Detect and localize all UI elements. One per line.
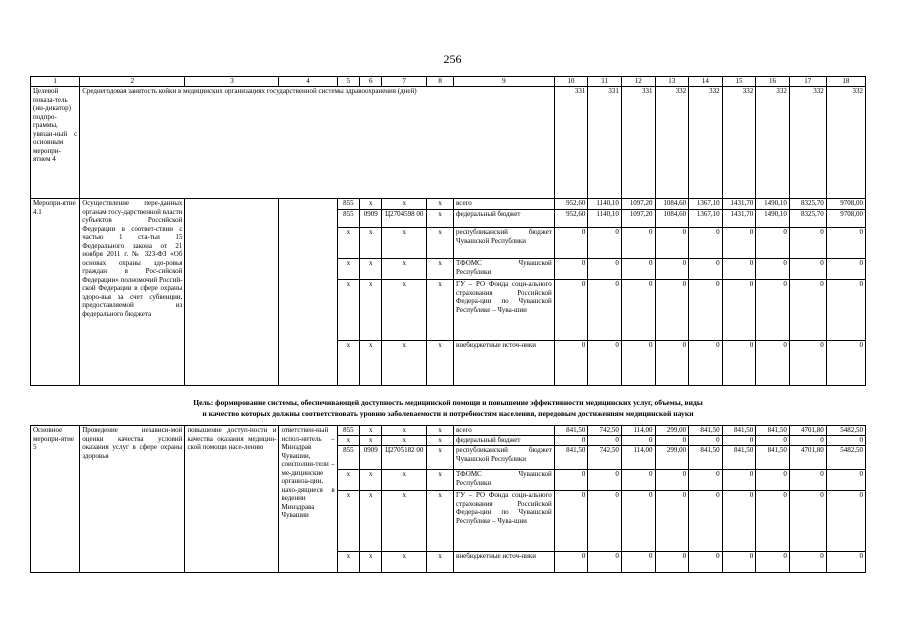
funding-source: ТФОМС Чувашской Республики: [454, 259, 555, 280]
funding-value: 0: [689, 470, 723, 491]
funding-value: 114,00: [621, 446, 655, 470]
funding-value: 0: [722, 259, 756, 280]
funding-value: 841,50: [554, 426, 588, 436]
funding-row: [31, 426, 866, 436]
section-code: х: [360, 228, 382, 259]
goal-line-1: Цель: формирование системы, обеспечивающей доступность медицинской помощи и повышение эффективности медицинских услуг, объемы, виды: [193, 398, 703, 407]
funding-value: 0: [621, 436, 655, 446]
funding-value: 0: [621, 228, 655, 259]
funding-value: 0: [789, 341, 826, 386]
funding-value: 0: [655, 436, 689, 446]
expense-type-code: х: [427, 210, 454, 228]
funding-source: федеральный бюджет: [454, 210, 555, 228]
section-code: 0909: [360, 210, 382, 228]
goal-heading: [30, 397, 866, 419]
funding-value: 0: [588, 470, 622, 491]
funding-value: 0: [588, 491, 622, 552]
indicator-value: 331: [621, 87, 655, 199]
funding-value: 0: [655, 491, 689, 552]
target-article-code: х: [382, 259, 427, 280]
funding-value: 0: [722, 280, 756, 341]
funding-value: 0: [756, 228, 790, 259]
funding-value: 0: [554, 259, 588, 280]
funding-value: 0: [588, 341, 622, 386]
funding-value: 841,50: [722, 446, 756, 470]
funding-value: 1084,60: [655, 199, 689, 210]
indicator-label: Целевой показа-тель (ин-дикатор) подпро-граммы, увязан-ный с основным меропри-ятием 4: [31, 87, 80, 199]
rzpr-code: х: [337, 280, 359, 341]
column-number: 2: [80, 77, 185, 87]
funding-value: 0: [826, 436, 865, 446]
funding-value: 0: [554, 470, 588, 491]
funding-value: 0: [621, 470, 655, 491]
funding-value: 841,50: [756, 446, 790, 470]
funding-value: 0: [756, 552, 790, 573]
main-activity-executor: ответствен-ный испол-нитель – Минздрав Чувашии, соисполни-тели – ме-дицинские организа-ции, нахо-дящиеся в ведении Минздрава Чувашии: [279, 426, 337, 573]
funding-value: 0: [689, 280, 723, 341]
expense-type-code: х: [427, 341, 454, 386]
funding-value: 0: [621, 552, 655, 573]
funding-value: 0: [554, 228, 588, 259]
expense-type-code: х: [427, 280, 454, 341]
target-article-code: х: [382, 341, 427, 386]
funding-value: 841,50: [554, 446, 588, 470]
main-activity-table: [30, 425, 866, 573]
expense-type-code: х: [427, 470, 454, 491]
funding-value: 0: [826, 228, 865, 259]
funding-value: 0: [554, 436, 588, 446]
column-number: 7: [382, 77, 427, 87]
column-number-row: [31, 77, 866, 87]
funding-value: 9708,00: [826, 210, 865, 228]
column-number: 1: [31, 77, 80, 87]
rzpr-code: х: [337, 552, 359, 573]
rzpr-code: 855: [337, 199, 359, 210]
funding-value: 952,60: [554, 199, 588, 210]
indicator-value: 331: [588, 87, 622, 199]
funding-source: ГУ – РО Фонда соци-ального страхования Российской Федера-ции по Чувашской Республике – Чува-шии: [454, 280, 555, 341]
column-number: 11: [588, 77, 622, 87]
funding-value: 0: [789, 491, 826, 552]
section-code: х: [360, 552, 382, 573]
section-code: 0909: [360, 446, 382, 470]
indicator-value: 331: [554, 87, 588, 199]
target-article-code: х: [382, 552, 427, 573]
target-article-code: х: [382, 228, 427, 259]
funding-value: 8325,70: [789, 199, 826, 210]
section-code: х: [360, 426, 382, 436]
funding-value: 0: [722, 341, 756, 386]
section-code: х: [360, 341, 382, 386]
funding-source: внебюджетные источ-ники: [454, 552, 555, 573]
funding-value: 0: [621, 491, 655, 552]
funding-value: 0: [789, 280, 826, 341]
expense-type-code: х: [427, 426, 454, 436]
funding-value: 0: [689, 436, 723, 446]
funding-value: 0: [655, 341, 689, 386]
funding-value: 0: [826, 470, 865, 491]
funding-value: 0: [621, 280, 655, 341]
funding-value: 5482,50: [826, 446, 865, 470]
funding-value: 1084,60: [655, 210, 689, 228]
funding-value: 0: [826, 280, 865, 341]
column-number: 12: [621, 77, 655, 87]
funding-value: 0: [588, 552, 622, 573]
expense-type-code: х: [427, 199, 454, 210]
funding-value: 0: [722, 228, 756, 259]
funding-value: 8325,70: [789, 210, 826, 228]
section-code: х: [360, 199, 382, 210]
main-activity-5: [31, 426, 866, 573]
funding-value: 0: [722, 491, 756, 552]
section-code: х: [360, 436, 382, 446]
section-code: х: [360, 491, 382, 552]
column-number: 13: [655, 77, 689, 87]
section-code: х: [360, 280, 382, 341]
expense-type-code: х: [427, 446, 454, 470]
goal-line-2: и качество которых должны соответствовать уровню заболеваемости и потребностям населения, передовым достижениям медицинской науки: [202, 409, 694, 418]
activity-description: Осуществление пере-данных органам госу-дарственной власти субъектов Российской Федерации в соответ-ствии с частью 1 ста-тьи 15 Федерального закона от 21 ноября 2011 г. № 323-ФЗ «Об основах охраны здо-ровья граждан в Рос-сийской Федерации» полномочий Россий-ской Федерации в сфере охраны здоро-вья за счет субвенции, предоставляемой из федерального бюджета: [80, 199, 185, 386]
column-number: 10: [554, 77, 588, 87]
indicator-name: Среднегодовая занятость койки в медицинских организациях государственной системы здравоохранения (дней): [80, 87, 555, 199]
activity-result: [185, 199, 279, 386]
target-article-code: Ц2705182 00: [382, 446, 427, 470]
funding-value: 841,50: [689, 446, 723, 470]
rzpr-code: х: [337, 259, 359, 280]
funding-value: 0: [826, 491, 865, 552]
funding-value: 0: [722, 436, 756, 446]
funding-value: 0: [588, 436, 622, 446]
column-number: 5: [337, 77, 359, 87]
funding-value: 841,50: [722, 426, 756, 436]
activity-executor: [279, 199, 337, 386]
section-code: х: [360, 470, 382, 491]
column-number: 6: [360, 77, 382, 87]
funding-value: 0: [554, 552, 588, 573]
indicator-value: 332: [722, 87, 756, 199]
expense-type-code: х: [427, 436, 454, 446]
funding-value: 0: [756, 280, 790, 341]
funding-value: 1097,20: [621, 199, 655, 210]
section-code: х: [360, 259, 382, 280]
funding-value: 1140,10: [588, 199, 622, 210]
column-number: 9: [454, 77, 555, 87]
page-number: 256: [443, 52, 462, 66]
funding-value: 9708,00: [826, 199, 865, 210]
target-article-code: х: [382, 470, 427, 491]
column-number: 3: [185, 77, 279, 87]
funding-value: 1490,10: [756, 210, 790, 228]
funding-value: 841,50: [689, 426, 723, 436]
funding-value: 0: [554, 341, 588, 386]
funding-value: 1097,20: [621, 210, 655, 228]
main-activity-label: Основное меропри-ятие 5: [31, 426, 80, 573]
funding-source: республиканский бюджет Чувашской Республики: [454, 446, 555, 470]
rzpr-code: х: [337, 491, 359, 552]
funding-value: 952,60: [554, 210, 588, 228]
funding-value: 0: [588, 259, 622, 280]
funding-value: 0: [588, 280, 622, 341]
indicator-row: [31, 87, 866, 199]
program-table: [30, 76, 866, 386]
column-number: 14: [689, 77, 723, 87]
funding-source: федеральный бюджет: [454, 436, 555, 446]
funding-source: республиканский бюджет Чувашской Республики: [454, 228, 555, 259]
indicator-value: 332: [756, 87, 790, 199]
funding-value: 4701,80: [789, 446, 826, 470]
funding-source: ГУ – РО Фонда соци-ального страхования Российской Федера-ции по Чувашской Республике – Чува-шии: [454, 491, 555, 552]
funding-value: 0: [621, 259, 655, 280]
funding-source: всего: [454, 199, 555, 210]
funding-value: 841,50: [756, 426, 790, 436]
indicator-value: 332: [789, 87, 826, 199]
funding-value: 0: [789, 259, 826, 280]
funding-value: 0: [756, 491, 790, 552]
activity-4-1: [31, 199, 866, 386]
funding-value: 1490,10: [756, 199, 790, 210]
funding-value: 0: [756, 341, 790, 386]
funding-value: 0: [689, 491, 723, 552]
rzpr-code: х: [337, 341, 359, 386]
expense-type-code: х: [427, 228, 454, 259]
expense-type-code: х: [427, 491, 454, 552]
funding-value: 114,00: [621, 426, 655, 436]
funding-value: 0: [554, 280, 588, 341]
indicator-value: 332: [689, 87, 723, 199]
funding-value: 299,00: [655, 446, 689, 470]
target-article-code: х: [382, 436, 427, 446]
funding-value: 0: [588, 228, 622, 259]
column-number: 4: [279, 77, 337, 87]
funding-value: 4701,80: [789, 426, 826, 436]
funding-value: 0: [655, 280, 689, 341]
funding-value: 0: [789, 552, 826, 573]
column-number: 15: [722, 77, 756, 87]
funding-value: 1367,10: [689, 210, 723, 228]
target-article-code: х: [382, 280, 427, 341]
funding-value: 0: [655, 552, 689, 573]
target-article-code: Ц2704598 00: [382, 210, 427, 228]
funding-value: 0: [826, 259, 865, 280]
funding-value: 0: [722, 552, 756, 573]
main-activity-description: Проведение независи-мой оценки качества условий оказания услуг в сфере охраны здоровья: [80, 426, 185, 573]
target-article-code: х: [382, 491, 427, 552]
column-number: 17: [789, 77, 826, 87]
expense-type-code: х: [427, 552, 454, 573]
funding-value: 0: [756, 259, 790, 280]
funding-value: 0: [826, 552, 865, 573]
column-number: 16: [756, 77, 790, 87]
funding-value: 0: [722, 470, 756, 491]
rzpr-code: 855: [337, 426, 359, 436]
funding-value: 0: [689, 341, 723, 386]
funding-value: 0: [689, 552, 723, 573]
funding-value: 0: [554, 491, 588, 552]
target-article-code: х: [382, 426, 427, 436]
rzpr-code: х: [337, 470, 359, 491]
funding-row: [31, 199, 866, 210]
activity-label: Меропри-ятие 4.1: [31, 199, 80, 386]
funding-value: 299,00: [655, 426, 689, 436]
funding-value: 0: [655, 259, 689, 280]
funding-value: 0: [756, 436, 790, 446]
funding-value: 1431,70: [722, 199, 756, 210]
rzpr-code: х: [337, 228, 359, 259]
funding-value: 1367,10: [689, 199, 723, 210]
rzpr-code: 855: [337, 210, 359, 228]
funding-value: 0: [826, 341, 865, 386]
main-activity-result: повышение доступ-ности и качества оказания медицин-ской помощи насе-лению: [185, 426, 279, 573]
funding-value: 1140,10: [588, 210, 622, 228]
funding-value: 742,50: [588, 426, 622, 436]
rzpr-code: х: [337, 436, 359, 446]
indicator-value: 332: [655, 87, 689, 199]
funding-value: 0: [689, 228, 723, 259]
funding-value: 742,50: [588, 446, 622, 470]
funding-value: 5482,50: [826, 426, 865, 436]
indicator-value: 332: [826, 87, 865, 199]
funding-value: 0: [655, 228, 689, 259]
rzpr-code: 855: [337, 446, 359, 470]
funding-source: внебюджетные источ-ники: [454, 341, 555, 386]
funding-value: 0: [789, 228, 826, 259]
funding-value: 1431,70: [722, 210, 756, 228]
funding-value: 0: [789, 436, 826, 446]
funding-source: всего: [454, 426, 555, 436]
funding-value: 0: [756, 470, 790, 491]
funding-value: 0: [689, 259, 723, 280]
funding-value: 0: [789, 470, 826, 491]
expense-type-code: х: [427, 259, 454, 280]
funding-value: 0: [621, 341, 655, 386]
funding-source: ТФОМС Чувашской Республики: [454, 470, 555, 491]
funding-value: 0: [655, 470, 689, 491]
column-number: 8: [427, 77, 454, 87]
column-number: 18: [826, 77, 865, 87]
target-article-code: х: [382, 199, 427, 210]
